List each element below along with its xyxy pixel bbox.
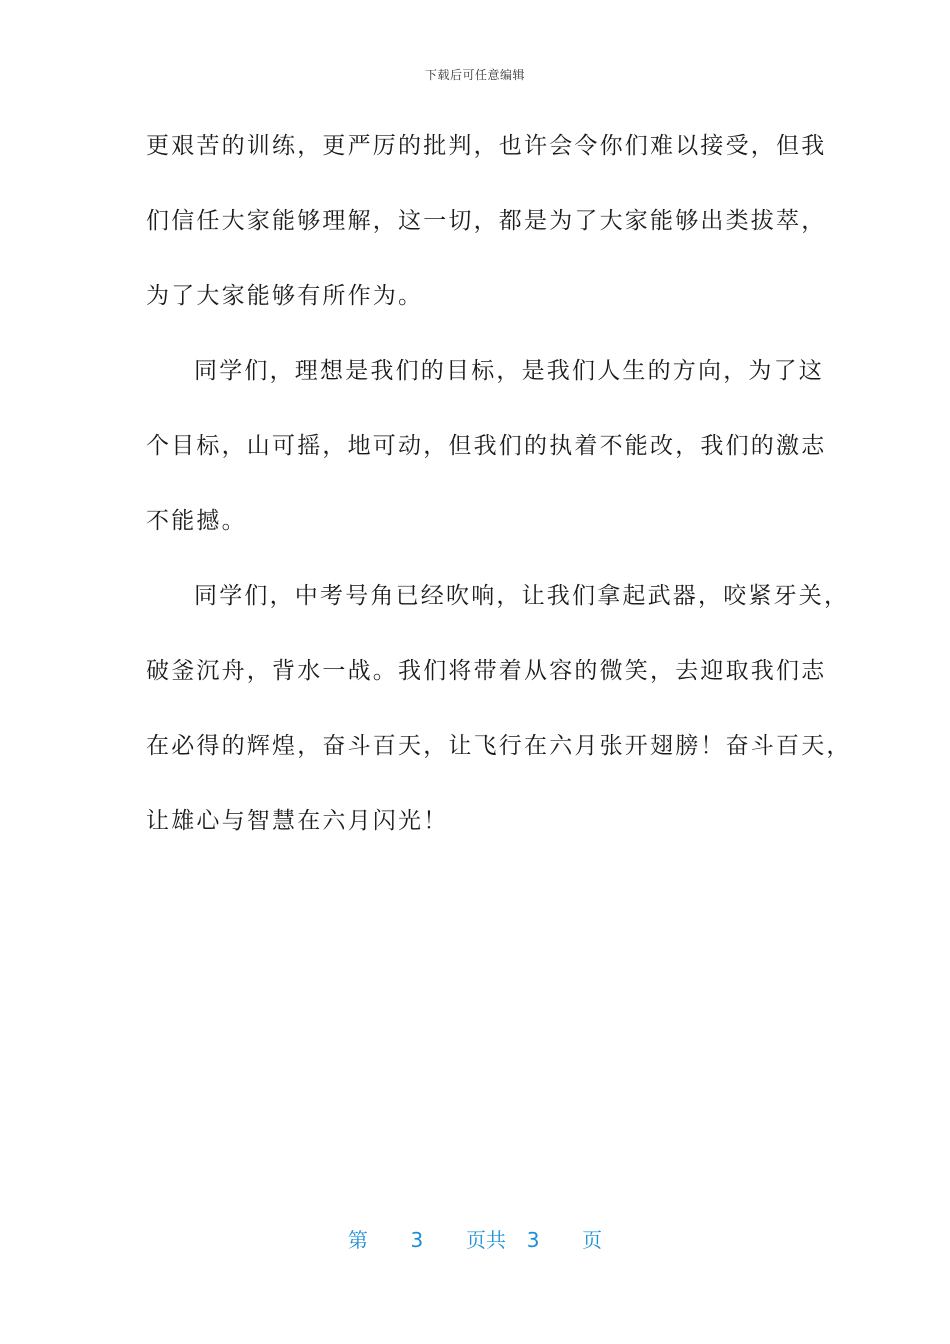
current-page-number: 3	[410, 1228, 424, 1252]
paragraph-start-line: 同学们，中考号角已经吹响，让我们拿起武器，咬紧牙关，	[194, 583, 850, 609]
paragraph-start-line: 同学们，理想是我们的目标，是我们人生的方向，为了这	[194, 358, 824, 384]
page-label-suffix: 页	[582, 1228, 603, 1252]
text-line: 让雄心与智慧在六月闪光！	[146, 808, 449, 834]
text-line: 破釜沉舟，背水一战。我们将带着从容的微笑，去迎取我们志	[146, 658, 827, 684]
text-line: 个目标，山可摇，地可动，但我们的执着不能改，我们的激志	[146, 433, 827, 459]
text-line: 在必得的辉煌，奋斗百天，让飞行在六月张开翅膀！奋斗百天，	[146, 733, 852, 759]
text-line: 为了大家能够有所作为。	[146, 283, 424, 309]
page-header: 下载后可任意编辑	[424, 68, 525, 82]
text-line: 们信任大家能够理解，这一切，都是为了大家能够出类拔萃，	[146, 208, 827, 234]
text-line: 更艰苦的训练，更严厉的批判，也许会令你们难以接受，但我	[146, 133, 827, 159]
text-line: 不能撼。	[146, 508, 247, 534]
page-label-prefix: 第	[347, 1228, 368, 1252]
page-label-mid: 页共	[466, 1228, 506, 1252]
page-footer	[0, 1224, 950, 1253]
document-body	[146, 118, 852, 868]
total-pages-number: 3	[526, 1228, 540, 1252]
